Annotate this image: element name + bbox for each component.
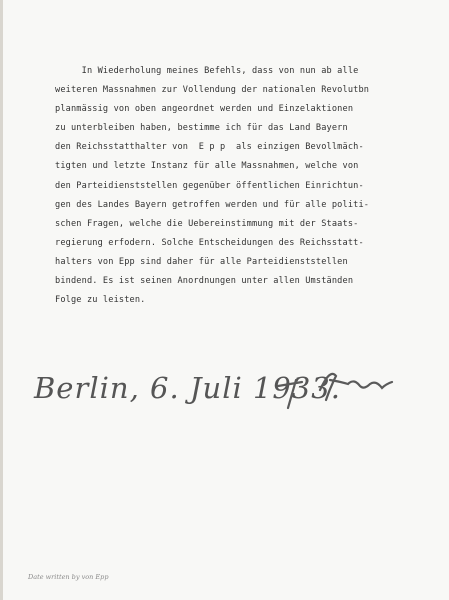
- text-line: bindend. Es ist seinen Anordnungen unter allen Umständen: [55, 276, 354, 287]
- text-line: schen Fragen, welche die Uebereinstimmung mit der Staats-: [55, 218, 359, 229]
- text-line: halters von Epp sind daher für alle Parteidienststellen: [55, 256, 348, 267]
- typed-body-text: [55, 62, 445, 310]
- text-line: den Reichsstatthalter von E p p als einzigen Bevollmäch-: [55, 142, 364, 153]
- text-line: tigten und letzte Instanz für alle Massnahmen, welche von: [55, 161, 359, 172]
- text-line: den Parteidienststellen gegenüber öffentlichen Einrichtun-: [55, 180, 364, 191]
- page-edge: [0, 0, 3, 600]
- text-line: In Wiederholung meines Befehls, dass von nun ab alle: [55, 66, 359, 76]
- text-line: planmässig von oben angeordnet werden und Einzelaktionen: [55, 104, 354, 115]
- text-line: regierung erfodern. Solche Entscheidungen des Reichsstatt-: [55, 237, 364, 248]
- signature-date-text: Berlin, 6. Juli 1933.: [34, 371, 341, 405]
- footer-note: Date written by von Epp: [28, 573, 109, 581]
- text-line: Folge zu leisten.: [55, 295, 146, 306]
- handwritten-signature: [30, 360, 400, 420]
- text-line: gen des Landes Bayern getroffen werden und für alle politi-: [55, 199, 370, 210]
- text-line: zu unterbleiben haben, bestimme ich für das Land Bayern: [55, 123, 348, 134]
- text-line: weiteren Massnahmen zur Vollendung der nationalen Revolutbn: [55, 85, 370, 96]
